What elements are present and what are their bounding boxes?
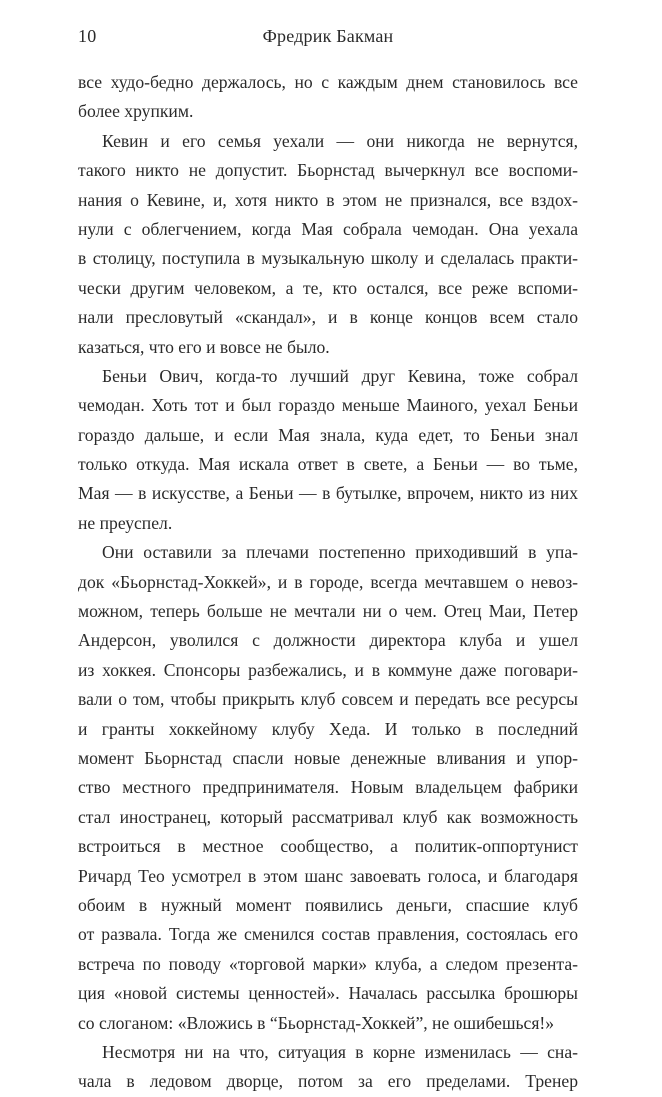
- page-number: 10: [78, 26, 97, 46]
- text-line: чески другим человеком, а те, кто остался, все реже вспоми-: [78, 277, 578, 298]
- text-line: Андерсон, уволился с должности директора клуба и ушел: [78, 630, 578, 651]
- text-line: можном, теперь больше не мечтали ни о чем. Отец Маи, Петер: [78, 601, 578, 622]
- body-text: [78, 68, 578, 1097]
- text-line: Мая — в искусстве, а Беньи — в бутылке, впрочем, никто из них: [78, 483, 578, 504]
- text-line: нули с облегчением, когда Мая собрала чемодан. Она уехала: [78, 218, 578, 239]
- text-line: более хрупким.: [78, 101, 194, 122]
- text-line: от развала. Тогда же сменился состав правления, состоялась его: [78, 924, 578, 945]
- text-line: в столицу, поступила в музыкальную школу и сделалась практи-: [78, 248, 578, 269]
- text-line: встроиться в местное сообщество, а политик-оппортунист: [78, 836, 578, 857]
- paragraph: [78, 1038, 578, 1097]
- text-line: Кевин и его семья уехали — они никогда не вернутся,: [102, 130, 578, 151]
- text-line: со слоганом: «Вложись в “Бьорнстад-Хоккей”, не ошибешься!»: [78, 1012, 555, 1033]
- text-line: только откуда. Мая искала ответ в свете, а Беньи — во тьме,: [78, 454, 578, 475]
- text-line: казаться, что его и вовсе не было.: [78, 336, 330, 357]
- text-line: такого никто не допустит. Бьорнстад вычеркнул все воспоми-: [78, 160, 578, 181]
- text-line: момент Бьорнстад спасли новые денежные вливания и упор-: [78, 747, 578, 768]
- paragraph: [78, 538, 578, 1038]
- text-line: все худо-бедно держалось, но с каждым днем становилось все: [78, 72, 578, 92]
- text-line: из хоккея. Спонсоры разбежались, и в коммуне даже поговари-: [78, 659, 578, 680]
- text-line: док «Бьорнстад-Хоккей», и в городе, всегда мечтавшем о невоз-: [78, 571, 578, 592]
- page-header: [78, 26, 578, 54]
- paragraph: [78, 68, 578, 127]
- text-line: ство местного предпринимателя. Новым владельцем фабрики: [78, 777, 578, 798]
- text-line: чала в ледовом дворце, потом за его пределами. Тренер: [78, 1071, 578, 1092]
- text-line: чемодан. Хоть тот и был гораздо меньше Маиного, уехал Беньи: [78, 395, 578, 416]
- text-line: не преуспел.: [78, 512, 173, 533]
- text-line: Несмотря ни на что, ситуация в корне изменилась — сна-: [102, 1041, 578, 1062]
- text-line: Они оставили за плечами постепенно приходивший в упа-: [102, 542, 578, 563]
- text-line: Беньи Ович, когда-то лучший друг Кевина, тоже собрал: [102, 365, 578, 386]
- text-line: обоим в нужный момент появились деньги, спасшие клуб: [78, 894, 578, 915]
- text-line: гораздо дальше, и если Мая знала, куда едет, то Беньи знал: [78, 424, 578, 445]
- text-line: нали пресловутый «скандал», и в конце концов всем стало: [78, 307, 578, 328]
- paragraph: [78, 362, 578, 538]
- paragraph: [78, 127, 578, 362]
- text-line: нания о Кевине, и, хотя никто в этом не признался, все вздох-: [78, 189, 578, 210]
- running-title: Фредрик Бакман: [262, 26, 394, 46]
- text-line: ция «новой системы ценностей». Началась рассылка брошюры: [78, 983, 578, 1004]
- text-line: встреча по поводу «торговой марки» клуба, а следом презента-: [78, 953, 578, 974]
- text-line: стал иностранец, который рассматривал клуб как возможность: [78, 806, 578, 827]
- text-line: Ричард Тео усмотрел в этом шанс завоевать голоса, и благодаря: [78, 865, 578, 886]
- text-line: вали о том, чтобы прикрыть клуб совсем и передать все ресурсы: [78, 689, 578, 710]
- text-line: и гранты хоккейному клубу Хеда. И только в последний: [78, 718, 578, 739]
